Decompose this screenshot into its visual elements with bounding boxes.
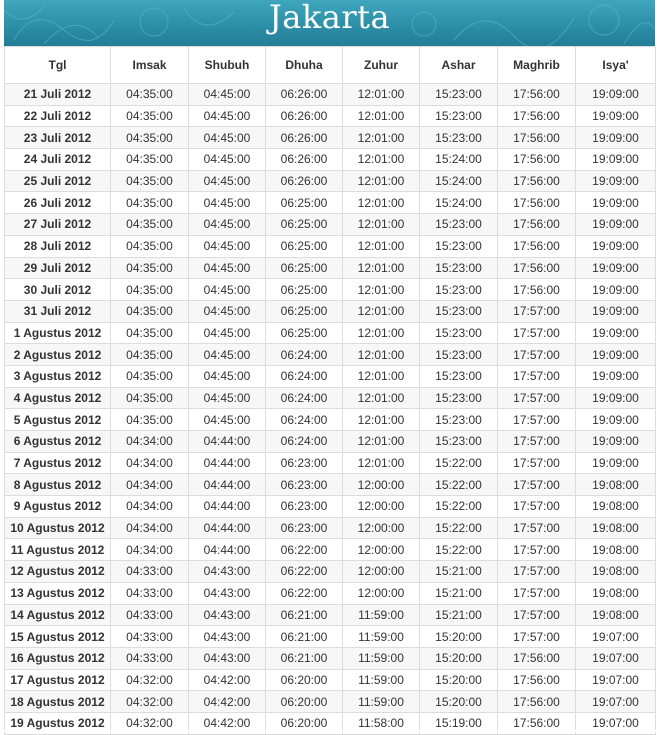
ashar-cell: 15:20:00 <box>420 669 498 691</box>
imsak-cell: 04:35:00 <box>111 300 189 322</box>
isya-cell: 19:09:00 <box>576 257 656 279</box>
dhuha-cell: 06:25:00 <box>266 257 343 279</box>
date-cell: 31 Juli 2012 <box>5 300 111 322</box>
shubuh-cell: 04:42:00 <box>189 669 266 691</box>
column-header-isya: Isya' <box>576 47 656 84</box>
shubuh-cell: 04:44:00 <box>189 452 266 474</box>
dhuha-cell: 06:22:00 <box>266 582 343 604</box>
dhuha-cell: 06:26:00 <box>266 105 343 127</box>
ashar-cell: 15:22:00 <box>420 539 498 561</box>
table-row <box>5 539 656 561</box>
isya-cell: 19:09:00 <box>576 300 656 322</box>
isya-cell: 19:09:00 <box>576 431 656 453</box>
dhuha-cell: 06:25:00 <box>266 300 343 322</box>
imsak-cell: 04:35:00 <box>111 214 189 236</box>
imsak-cell: 04:35:00 <box>111 84 189 106</box>
isya-cell: 19:09:00 <box>576 214 656 236</box>
dhuha-cell: 06:20:00 <box>266 669 343 691</box>
isya-cell: 19:08:00 <box>576 496 656 518</box>
city-banner <box>4 0 655 46</box>
shubuh-cell: 04:45:00 <box>189 192 266 214</box>
ashar-cell: 15:21:00 <box>420 604 498 626</box>
shubuh-cell: 04:45:00 <box>189 127 266 149</box>
isya-cell: 19:09:00 <box>576 192 656 214</box>
dhuha-cell: 06:20:00 <box>266 712 343 734</box>
dhuha-cell: 06:23:00 <box>266 496 343 518</box>
maghrib-cell: 17:56:00 <box>498 105 576 127</box>
imsak-cell: 04:35:00 <box>111 149 189 171</box>
maghrib-cell: 17:56:00 <box>498 691 576 713</box>
maghrib-cell: 17:56:00 <box>498 257 576 279</box>
column-header-date: Tgl <box>5 47 111 84</box>
table-row <box>5 149 656 171</box>
ashar-cell: 15:20:00 <box>420 691 498 713</box>
maghrib-cell: 17:57:00 <box>498 322 576 344</box>
isya-cell: 19:07:00 <box>576 647 656 669</box>
shubuh-cell: 04:45:00 <box>189 365 266 387</box>
isya-cell: 19:09:00 <box>576 84 656 106</box>
ashar-cell: 15:23:00 <box>420 235 498 257</box>
date-cell: 10 Agustus 2012 <box>5 517 111 539</box>
zuhur-cell: 12:01:00 <box>343 192 420 214</box>
dhuha-cell: 06:22:00 <box>266 561 343 583</box>
dhuha-cell: 06:26:00 <box>266 84 343 106</box>
maghrib-cell: 17:57:00 <box>498 604 576 626</box>
zuhur-cell: 12:01:00 <box>343 257 420 279</box>
shubuh-cell: 04:44:00 <box>189 431 266 453</box>
shubuh-cell: 04:45:00 <box>189 409 266 431</box>
date-cell: 24 Juli 2012 <box>5 149 111 171</box>
imsak-cell: 04:35:00 <box>111 409 189 431</box>
ashar-cell: 15:24:00 <box>420 149 498 171</box>
shubuh-cell: 04:45:00 <box>189 387 266 409</box>
isya-cell: 19:08:00 <box>576 474 656 496</box>
isya-cell: 19:09:00 <box>576 279 656 301</box>
dhuha-cell: 06:21:00 <box>266 647 343 669</box>
shubuh-cell: 04:45:00 <box>189 322 266 344</box>
date-cell: 19 Agustus 2012 <box>5 712 111 734</box>
maghrib-cell: 17:57:00 <box>498 387 576 409</box>
isya-cell: 19:08:00 <box>576 582 656 604</box>
zuhur-cell: 12:01:00 <box>343 344 420 366</box>
imsak-cell: 04:33:00 <box>111 626 189 648</box>
maghrib-cell: 17:57:00 <box>498 582 576 604</box>
dhuha-cell: 06:24:00 <box>266 387 343 409</box>
table-row <box>5 626 656 648</box>
date-cell: 23 Juli 2012 <box>5 127 111 149</box>
date-cell: 18 Agustus 2012 <box>5 691 111 713</box>
dhuha-cell: 06:23:00 <box>266 517 343 539</box>
isya-cell: 19:09:00 <box>576 170 656 192</box>
zuhur-cell: 12:01:00 <box>343 235 420 257</box>
column-header-imsak: Imsak <box>111 47 189 84</box>
ashar-cell: 15:23:00 <box>420 365 498 387</box>
zuhur-cell: 12:01:00 <box>343 431 420 453</box>
maghrib-cell: 17:57:00 <box>498 561 576 583</box>
imsak-cell: 04:35:00 <box>111 344 189 366</box>
date-cell: 1 Agustus 2012 <box>5 322 111 344</box>
ashar-cell: 15:23:00 <box>420 387 498 409</box>
table-row <box>5 474 656 496</box>
imsak-cell: 04:35:00 <box>111 127 189 149</box>
dhuha-cell: 06:23:00 <box>266 452 343 474</box>
shubuh-cell: 04:42:00 <box>189 712 266 734</box>
table-row <box>5 322 656 344</box>
zuhur-cell: 12:01:00 <box>343 365 420 387</box>
city-title: Jakarta <box>268 0 391 36</box>
imsak-cell: 04:35:00 <box>111 235 189 257</box>
date-cell: 14 Agustus 2012 <box>5 604 111 626</box>
table-row <box>5 387 656 409</box>
table-row <box>5 105 656 127</box>
zuhur-cell: 12:01:00 <box>343 149 420 171</box>
date-cell: 15 Agustus 2012 <box>5 626 111 648</box>
zuhur-cell: 11:59:00 <box>343 647 420 669</box>
date-cell: 28 Juli 2012 <box>5 235 111 257</box>
dhuha-cell: 06:26:00 <box>266 149 343 171</box>
shubuh-cell: 04:45:00 <box>189 344 266 366</box>
ashar-cell: 15:23:00 <box>420 84 498 106</box>
dhuha-cell: 06:21:00 <box>266 604 343 626</box>
shubuh-cell: 04:44:00 <box>189 496 266 518</box>
column-header-maghrib: Maghrib <box>498 47 576 84</box>
dhuha-cell: 06:26:00 <box>266 127 343 149</box>
dhuha-cell: 06:21:00 <box>266 626 343 648</box>
ashar-cell: 15:21:00 <box>420 561 498 583</box>
ashar-cell: 15:22:00 <box>420 474 498 496</box>
zuhur-cell: 12:00:00 <box>343 539 420 561</box>
zuhur-cell: 11:59:00 <box>343 604 420 626</box>
isya-cell: 19:09:00 <box>576 235 656 257</box>
ashar-cell: 15:23:00 <box>420 127 498 149</box>
ashar-cell: 15:23:00 <box>420 300 498 322</box>
zuhur-cell: 11:59:00 <box>343 691 420 713</box>
isya-cell: 19:09:00 <box>576 452 656 474</box>
isya-cell: 19:09:00 <box>576 409 656 431</box>
maghrib-cell: 17:56:00 <box>498 669 576 691</box>
table-row <box>5 647 656 669</box>
shubuh-cell: 04:43:00 <box>189 582 266 604</box>
shubuh-cell: 04:45:00 <box>189 105 266 127</box>
shubuh-cell: 04:43:00 <box>189 604 266 626</box>
maghrib-cell: 17:57:00 <box>498 539 576 561</box>
maghrib-cell: 17:56:00 <box>498 214 576 236</box>
table-row <box>5 279 656 301</box>
maghrib-cell: 17:56:00 <box>498 192 576 214</box>
ashar-cell: 15:23:00 <box>420 105 498 127</box>
table-row <box>5 344 656 366</box>
zuhur-cell: 11:58:00 <box>343 712 420 734</box>
imsak-cell: 04:35:00 <box>111 257 189 279</box>
ashar-cell: 15:23:00 <box>420 279 498 301</box>
table-row <box>5 452 656 474</box>
isya-cell: 19:09:00 <box>576 365 656 387</box>
shubuh-cell: 04:44:00 <box>189 474 266 496</box>
zuhur-cell: 12:01:00 <box>343 170 420 192</box>
column-header-ashar: Ashar <box>420 47 498 84</box>
table-row <box>5 257 656 279</box>
shubuh-cell: 04:45:00 <box>189 300 266 322</box>
isya-cell: 19:09:00 <box>576 344 656 366</box>
maghrib-cell: 17:57:00 <box>498 474 576 496</box>
isya-cell: 19:08:00 <box>576 539 656 561</box>
imsak-cell: 04:32:00 <box>111 712 189 734</box>
table-row <box>5 582 656 604</box>
table-row <box>5 84 656 106</box>
zuhur-cell: 12:01:00 <box>343 84 420 106</box>
table-row <box>5 170 656 192</box>
table-row <box>5 604 656 626</box>
imsak-cell: 04:34:00 <box>111 517 189 539</box>
date-cell: 26 Juli 2012 <box>5 192 111 214</box>
date-cell: 16 Agustus 2012 <box>5 647 111 669</box>
date-cell: 25 Juli 2012 <box>5 170 111 192</box>
date-cell: 11 Agustus 2012 <box>5 539 111 561</box>
table-row <box>5 365 656 387</box>
table-row <box>5 214 656 236</box>
ashar-cell: 15:22:00 <box>420 517 498 539</box>
column-header-zuhur: Zuhur <box>343 47 420 84</box>
imsak-cell: 04:34:00 <box>111 539 189 561</box>
dhuha-cell: 06:26:00 <box>266 170 343 192</box>
isya-cell: 19:09:00 <box>576 149 656 171</box>
zuhur-cell: 12:01:00 <box>343 214 420 236</box>
zuhur-cell: 12:01:00 <box>343 387 420 409</box>
ashar-cell: 15:22:00 <box>420 496 498 518</box>
dhuha-cell: 06:24:00 <box>266 431 343 453</box>
table-row <box>5 300 656 322</box>
dhuha-cell: 06:24:00 <box>266 344 343 366</box>
dhuha-cell: 06:20:00 <box>266 691 343 713</box>
imsak-cell: 04:35:00 <box>111 279 189 301</box>
imsak-cell: 04:35:00 <box>111 105 189 127</box>
zuhur-cell: 12:00:00 <box>343 582 420 604</box>
date-cell: 3 Agustus 2012 <box>5 365 111 387</box>
imsak-cell: 04:33:00 <box>111 561 189 583</box>
date-cell: 6 Agustus 2012 <box>5 431 111 453</box>
table-header-row <box>5 47 656 84</box>
ashar-cell: 15:22:00 <box>420 452 498 474</box>
ashar-cell: 15:24:00 <box>420 192 498 214</box>
imsak-cell: 04:34:00 <box>111 431 189 453</box>
isya-cell: 19:09:00 <box>576 322 656 344</box>
shubuh-cell: 04:44:00 <box>189 539 266 561</box>
zuhur-cell: 12:01:00 <box>343 409 420 431</box>
table-row <box>5 431 656 453</box>
ashar-cell: 15:23:00 <box>420 431 498 453</box>
maghrib-cell: 17:57:00 <box>498 409 576 431</box>
date-cell: 5 Agustus 2012 <box>5 409 111 431</box>
dhuha-cell: 06:22:00 <box>266 539 343 561</box>
date-cell: 8 Agustus 2012 <box>5 474 111 496</box>
column-header-shubuh: Shubuh <box>189 47 266 84</box>
dhuha-cell: 06:24:00 <box>266 409 343 431</box>
date-cell: 22 Juli 2012 <box>5 105 111 127</box>
isya-cell: 19:09:00 <box>576 387 656 409</box>
maghrib-cell: 17:56:00 <box>498 279 576 301</box>
isya-cell: 19:07:00 <box>576 669 656 691</box>
ashar-cell: 15:20:00 <box>420 647 498 669</box>
maghrib-cell: 17:57:00 <box>498 496 576 518</box>
imsak-cell: 04:33:00 <box>111 647 189 669</box>
imsak-cell: 04:32:00 <box>111 669 189 691</box>
isya-cell: 19:08:00 <box>576 561 656 583</box>
table-row <box>5 669 656 691</box>
ashar-cell: 15:21:00 <box>420 582 498 604</box>
maghrib-cell: 17:57:00 <box>498 626 576 648</box>
isya-cell: 19:08:00 <box>576 517 656 539</box>
zuhur-cell: 12:00:00 <box>343 517 420 539</box>
shubuh-cell: 04:44:00 <box>189 517 266 539</box>
ashar-cell: 15:24:00 <box>420 170 498 192</box>
imsak-cell: 04:35:00 <box>111 170 189 192</box>
ashar-cell: 15:23:00 <box>420 257 498 279</box>
ashar-cell: 15:23:00 <box>420 214 498 236</box>
dhuha-cell: 06:25:00 <box>266 322 343 344</box>
isya-cell: 19:08:00 <box>576 604 656 626</box>
maghrib-cell: 17:57:00 <box>498 517 576 539</box>
shubuh-cell: 04:45:00 <box>189 214 266 236</box>
isya-cell: 19:09:00 <box>576 105 656 127</box>
date-cell: 9 Agustus 2012 <box>5 496 111 518</box>
zuhur-cell: 12:00:00 <box>343 474 420 496</box>
maghrib-cell: 17:56:00 <box>498 149 576 171</box>
zuhur-cell: 12:01:00 <box>343 300 420 322</box>
zuhur-cell: 12:01:00 <box>343 279 420 301</box>
zuhur-cell: 12:01:00 <box>343 127 420 149</box>
zuhur-cell: 12:01:00 <box>343 322 420 344</box>
imsak-cell: 04:34:00 <box>111 452 189 474</box>
zuhur-cell: 12:00:00 <box>343 561 420 583</box>
shubuh-cell: 04:45:00 <box>189 279 266 301</box>
zuhur-cell: 12:01:00 <box>343 105 420 127</box>
dhuha-cell: 06:25:00 <box>266 235 343 257</box>
shubuh-cell: 04:43:00 <box>189 626 266 648</box>
maghrib-cell: 17:57:00 <box>498 452 576 474</box>
dhuha-cell: 06:25:00 <box>266 279 343 301</box>
ashar-cell: 15:23:00 <box>420 409 498 431</box>
imsak-cell: 04:33:00 <box>111 582 189 604</box>
imsak-cell: 04:32:00 <box>111 691 189 713</box>
table-row <box>5 192 656 214</box>
shubuh-cell: 04:45:00 <box>189 235 266 257</box>
shubuh-cell: 04:43:00 <box>189 647 266 669</box>
ashar-cell: 15:19:00 <box>420 712 498 734</box>
maghrib-cell: 17:56:00 <box>498 712 576 734</box>
imsak-cell: 04:35:00 <box>111 365 189 387</box>
date-cell: 12 Agustus 2012 <box>5 561 111 583</box>
shubuh-cell: 04:43:00 <box>189 561 266 583</box>
table-row <box>5 496 656 518</box>
table-row <box>5 409 656 431</box>
maghrib-cell: 17:56:00 <box>498 647 576 669</box>
date-cell: 17 Agustus 2012 <box>5 669 111 691</box>
ashar-cell: 15:23:00 <box>420 344 498 366</box>
zuhur-cell: 12:01:00 <box>343 452 420 474</box>
maghrib-cell: 17:56:00 <box>498 235 576 257</box>
date-cell: 13 Agustus 2012 <box>5 582 111 604</box>
date-cell: 4 Agustus 2012 <box>5 387 111 409</box>
imsak-cell: 04:33:00 <box>111 604 189 626</box>
maghrib-cell: 17:56:00 <box>498 84 576 106</box>
imsak-cell: 04:35:00 <box>111 322 189 344</box>
dhuha-cell: 06:25:00 <box>266 214 343 236</box>
maghrib-cell: 17:56:00 <box>498 170 576 192</box>
imsak-cell: 04:35:00 <box>111 192 189 214</box>
ashar-cell: 15:20:00 <box>420 626 498 648</box>
dhuha-cell: 06:24:00 <box>266 365 343 387</box>
shubuh-cell: 04:45:00 <box>189 170 266 192</box>
zuhur-cell: 12:00:00 <box>343 496 420 518</box>
shubuh-cell: 04:45:00 <box>189 84 266 106</box>
maghrib-cell: 17:57:00 <box>498 431 576 453</box>
imsak-cell: 04:35:00 <box>111 387 189 409</box>
maghrib-cell: 17:57:00 <box>498 365 576 387</box>
date-cell: 21 Juli 2012 <box>5 84 111 106</box>
isya-cell: 19:07:00 <box>576 712 656 734</box>
table-row <box>5 561 656 583</box>
date-cell: 2 Agustus 2012 <box>5 344 111 366</box>
maghrib-cell: 17:57:00 <box>498 300 576 322</box>
maghrib-cell: 17:56:00 <box>498 127 576 149</box>
imsak-cell: 04:34:00 <box>111 496 189 518</box>
column-header-dhuha: Dhuha <box>266 47 343 84</box>
dhuha-cell: 06:23:00 <box>266 474 343 496</box>
table-row <box>5 127 656 149</box>
isya-cell: 19:07:00 <box>576 626 656 648</box>
isya-cell: 19:07:00 <box>576 691 656 713</box>
isya-cell: 19:09:00 <box>576 127 656 149</box>
zuhur-cell: 11:59:00 <box>343 669 420 691</box>
shubuh-cell: 04:45:00 <box>189 257 266 279</box>
imsak-cell: 04:34:00 <box>111 474 189 496</box>
date-cell: 7 Agustus 2012 <box>5 452 111 474</box>
date-cell: 29 Juli 2012 <box>5 257 111 279</box>
table-row <box>5 691 656 713</box>
table-row <box>5 235 656 257</box>
dhuha-cell: 06:25:00 <box>266 192 343 214</box>
prayer-times-table <box>4 46 656 735</box>
maghrib-cell: 17:57:00 <box>498 344 576 366</box>
date-cell: 27 Juli 2012 <box>5 214 111 236</box>
shubuh-cell: 04:42:00 <box>189 691 266 713</box>
shubuh-cell: 04:45:00 <box>189 149 266 171</box>
ashar-cell: 15:23:00 <box>420 322 498 344</box>
table-row <box>5 517 656 539</box>
date-cell: 30 Juli 2012 <box>5 279 111 301</box>
zuhur-cell: 11:59:00 <box>343 626 420 648</box>
